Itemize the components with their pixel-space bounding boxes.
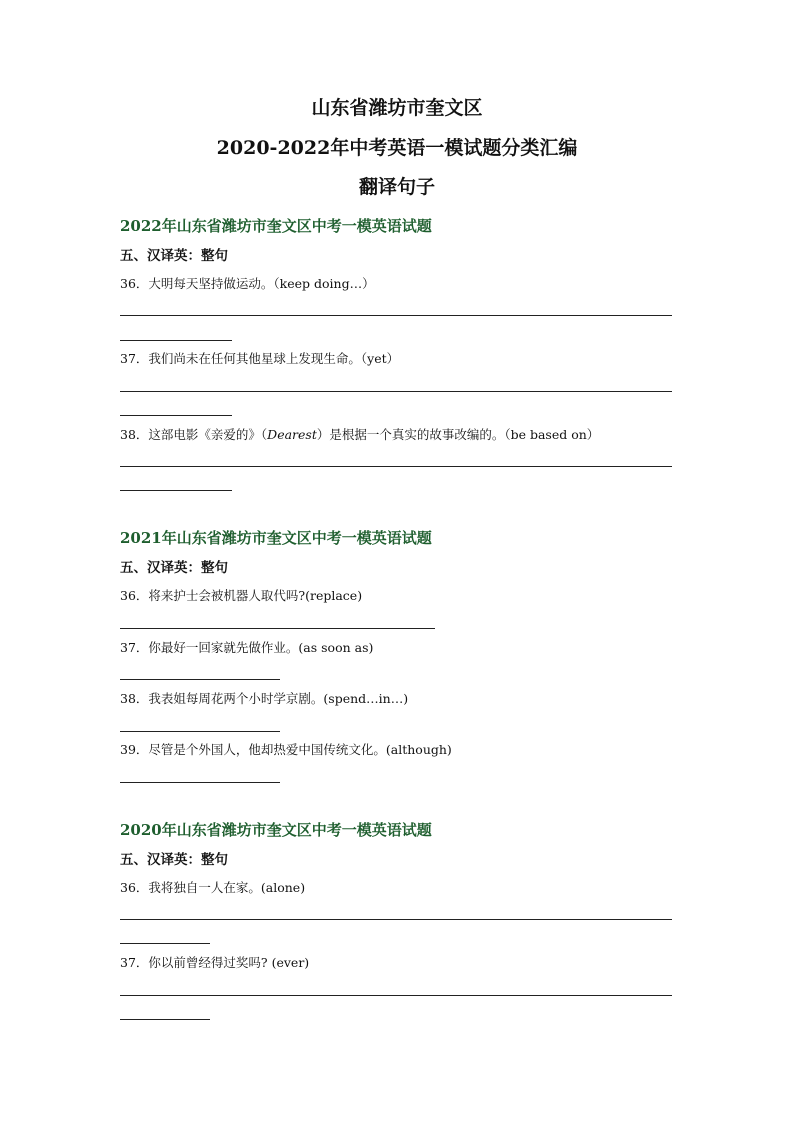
question-number: 36． [120,880,149,895]
doc-title-region: 山东省潍坊市奎文区 [311,97,483,119]
question-2021-37 [120,640,373,655]
question-2021-38 [120,691,408,706]
question-text: 我表姐每周花两个小时学京剧。(spend…in…) [148,691,409,706]
question-2022-37 [120,351,399,366]
section-2021-title: 2021年山东省潍坊市奎文区中考一模英语试题 [120,529,432,547]
answer-line[interactable] [120,1019,210,1020]
section-2022-subhead: 五、汉译英：整句 [120,248,228,264]
answer-line[interactable] [120,731,280,732]
question-number: 37． [120,955,149,970]
question-text: 你最好一回家就先做作业。(as soon as) [148,640,374,655]
question-number: 37． [120,351,149,366]
answer-line[interactable] [120,943,210,944]
question-text: 这部电影《亲爱的》（ [148,427,268,442]
question-text: 你以前曾经得过奖吗? (ever) [148,955,310,970]
question-text: 将来护士会被机器人取代吗?(replace) [148,588,363,603]
section-2021-subhead: 五、汉译英：整句 [120,560,228,576]
question-2021-36 [120,588,362,603]
answer-line[interactable] [120,391,672,392]
section-2020-title: 2020年山东省潍坊市奎文区中考一模英语试题 [120,821,432,839]
question-text: ）是根据一个真实的故事改编的。（be based on） [316,427,600,442]
question-2020-36 [120,880,305,895]
answer-line[interactable] [120,315,672,316]
answer-line[interactable] [120,995,672,996]
question-number: 38． [120,427,149,442]
question-text: 我将独自一人在家。(alone) [148,880,306,895]
answer-line[interactable] [120,415,232,416]
doc-title-topic: 翻译句子 [358,176,435,198]
question-text: 尽管是个外国人，他却热爱中国传统文化。(although) [148,742,452,757]
question-number: 39． [120,742,149,757]
question-2022-38 [120,427,599,442]
section-2020-subhead: 五、汉译英：整句 [120,852,228,868]
answer-line[interactable] [120,782,280,783]
question-number: 37． [120,640,149,655]
question-number: 38． [120,691,149,706]
answer-line[interactable] [120,679,280,680]
answer-line[interactable] [120,919,672,920]
question-2021-39 [120,742,452,757]
question-text: 大明每天坚持做运动。（keep doing…） [148,276,375,291]
answer-line[interactable] [120,628,435,629]
question-2022-36 [120,276,375,291]
question-2020-37 [120,955,309,970]
answer-line[interactable] [120,340,232,341]
question-number: 36． [120,276,149,291]
question-text-emphasis: Dearest [267,427,317,442]
question-number: 36． [120,588,149,603]
section-2022-title: 2022年山东省潍坊市奎文区中考一模英语试题 [120,217,432,235]
doc-title-main: 2020-2022年中考英语一模试题分类汇编 [216,137,578,159]
answer-line[interactable] [120,490,232,491]
question-text: 我们尚未在任何其他星球上发现生命。（yet） [148,351,400,366]
answer-line[interactable] [120,466,672,467]
